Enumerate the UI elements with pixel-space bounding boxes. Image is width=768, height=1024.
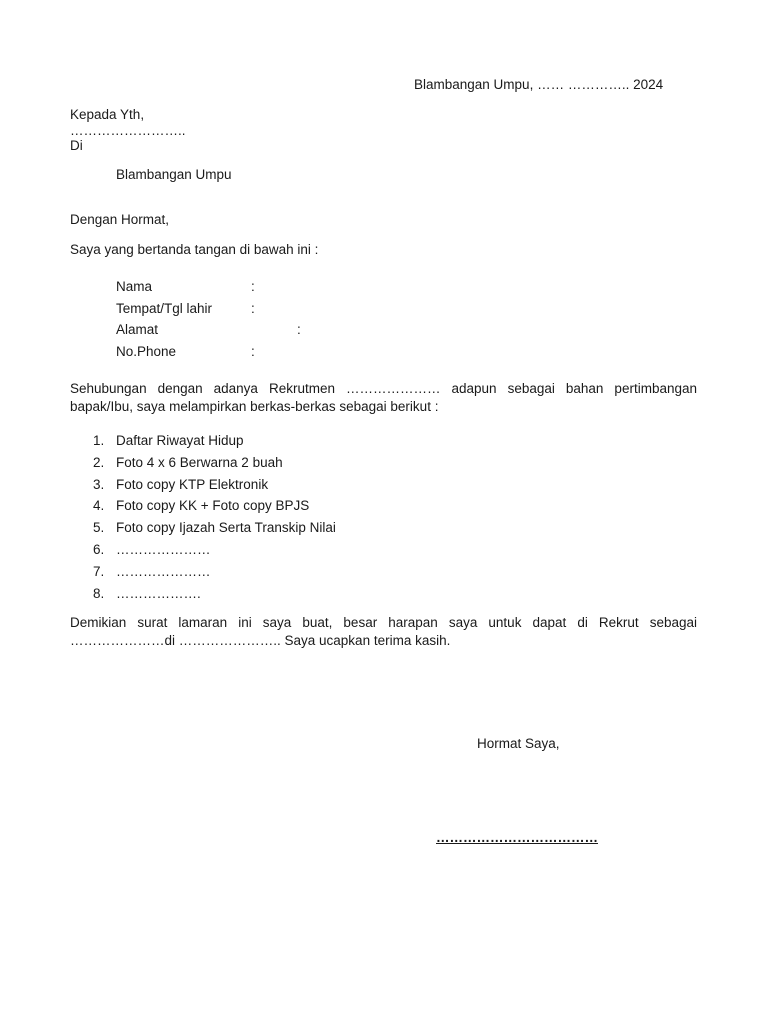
list-number: 2. — [93, 454, 105, 470]
field-label: Tempat/Tgl lahir — [116, 300, 213, 316]
list-text: Foto 4 x 6 Berwarna 2 buah — [116, 454, 283, 470]
field-colon: : — [297, 322, 301, 338]
list-text: ………………… — [116, 541, 211, 557]
field-label: No.Phone — [116, 344, 177, 360]
list-text: Foto copy Ijazah Serta Transkip Nilai — [116, 520, 336, 536]
list-text: ………………… — [116, 563, 211, 579]
paragraph-closing: Demikian surat lamaran ini saya buat, besar harapan saya untuk dapat di Rekrut sebagai …………………di ………………….. Saya ucapkan terima kasih. — [70, 615, 697, 648]
signature-name-placeholder: ……………………………… — [436, 830, 598, 845]
list-text: Daftar Riwayat Hidup — [116, 433, 244, 448]
recipient-city: Blambangan Umpu — [116, 167, 232, 182]
field-colon: : — [251, 279, 255, 294]
list-number: 8. — [93, 585, 105, 601]
place-date: Blambangan Umpu, …… ………….. 2024 — [414, 77, 664, 92]
list-number: 5. — [93, 520, 105, 536]
paragraph-rekrutmen: Sehubungan dengan adanya Rekrutmen ………………… adapun sebagai bahan pertimbangan bapak/Ibu, saya melampirkan berkas-berkas sebagai berikut : — [70, 381, 697, 414]
recipient-di: Di — [70, 138, 83, 153]
list-number: 1. — [93, 433, 105, 448]
list-text: Foto copy KK + Foto copy BPJS — [116, 498, 310, 514]
list-number: 4. — [93, 498, 105, 514]
intro-text: Saya yang bertanda tangan di bawah ini : — [70, 242, 319, 257]
list-text: Foto copy KTP Elektronik — [116, 476, 269, 492]
closing-greeting: Hormat Saya, — [477, 736, 560, 751]
field-label: Nama — [116, 279, 153, 294]
salutation: Dengan Hormat, — [70, 212, 170, 227]
list-number: 6. — [93, 541, 105, 557]
list-text: ………………. — [116, 585, 201, 601]
field-label: Alamat — [116, 322, 159, 338]
field-colon: : — [251, 344, 255, 360]
list-number: 3. — [93, 476, 105, 492]
list-number: 7. — [93, 563, 105, 579]
recipient-prefix: Kepada Yth, — [70, 107, 145, 122]
recipient-name-placeholder: …………………….. — [70, 123, 186, 138]
field-colon: : — [251, 300, 255, 316]
